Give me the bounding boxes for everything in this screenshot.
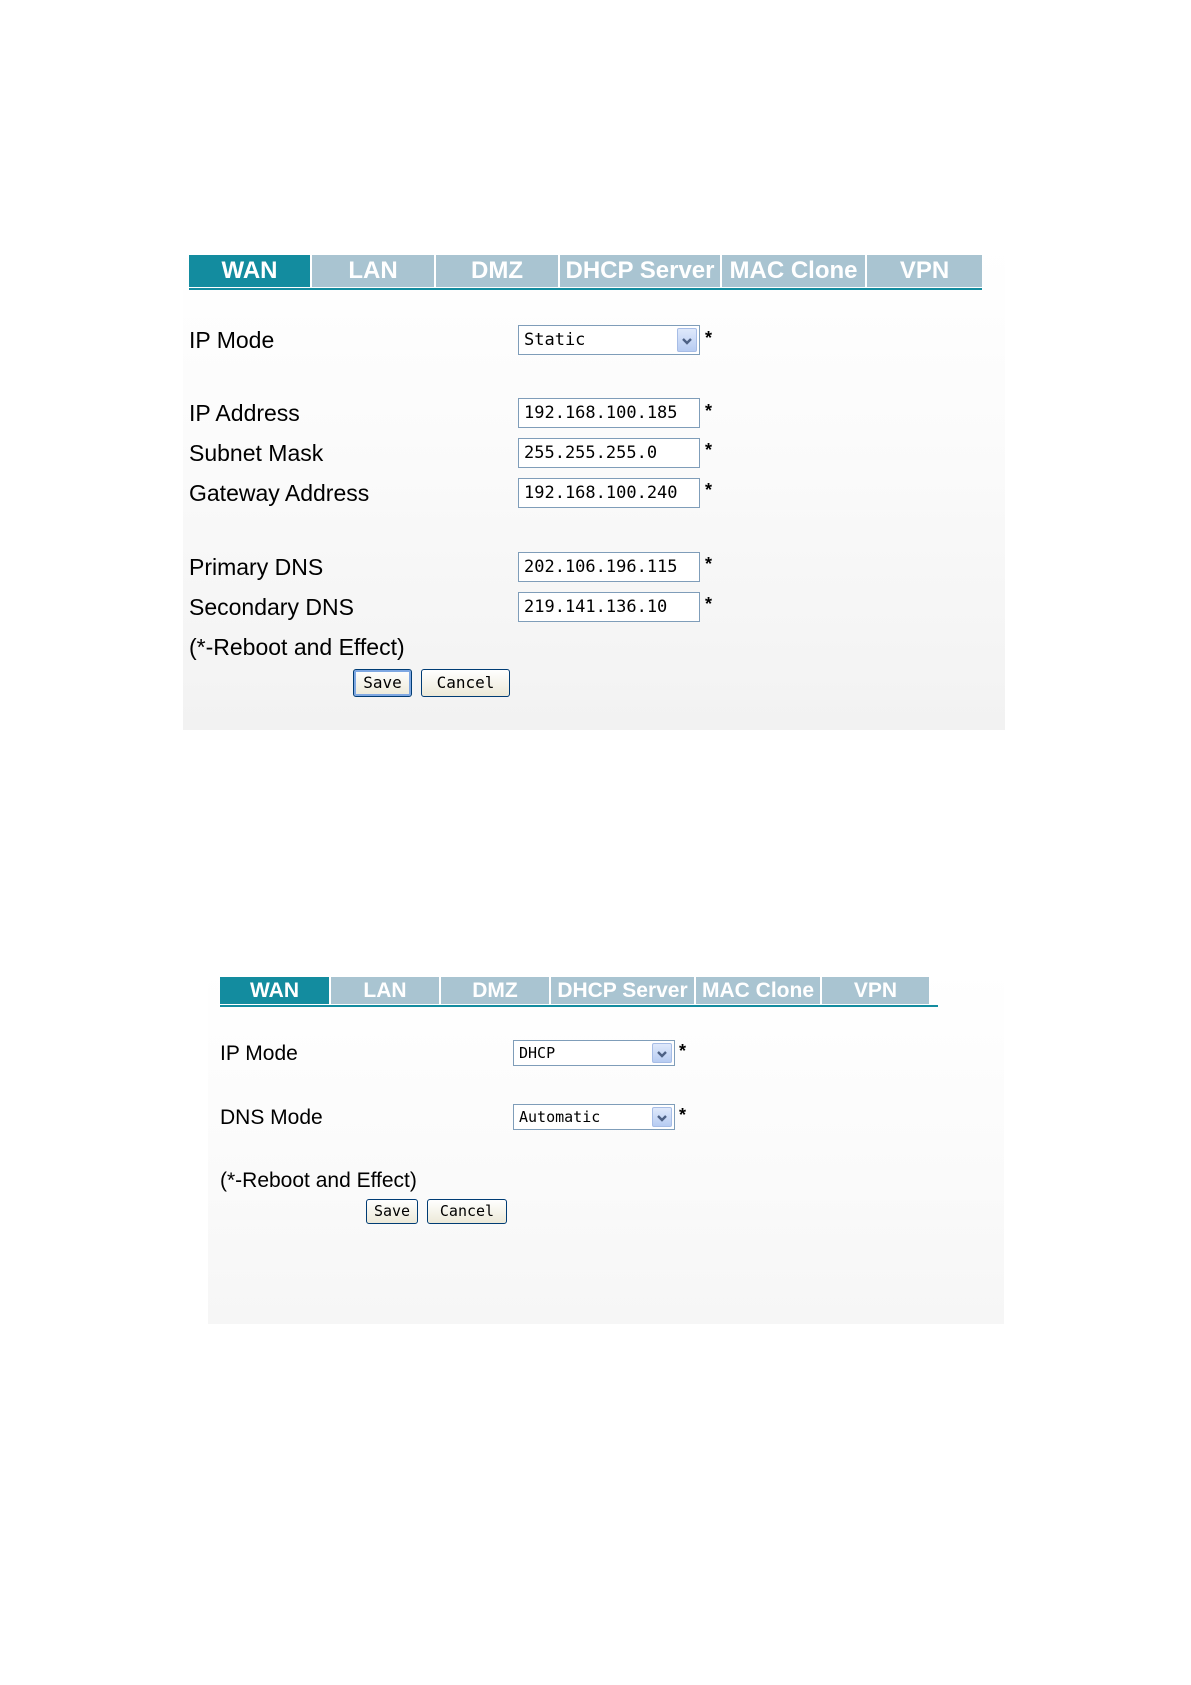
tab-bar [220,977,929,1004]
required-marker: * [705,480,713,500]
tab-vpn[interactable]: VPN [867,255,982,287]
ip-mode-select[interactable] [513,1040,675,1066]
wan-dhcp-panel [208,969,1004,1324]
subnet-mask-label: Subnet Mask [189,440,324,466]
tab-vpn[interactable]: VPN [822,977,929,1004]
tab-dmz[interactable]: DMZ [436,255,560,287]
tab-mac-clone[interactable]: MAC Clone [696,977,822,1004]
dns-mode-label: DNS Mode [220,1106,323,1129]
chevron-down-icon[interactable] [652,1043,672,1063]
required-marker: * [705,554,713,574]
gateway-address-label: Gateway Address [189,480,370,506]
required-marker: * [679,1041,687,1061]
required-marker: * [705,401,713,421]
reboot-note: (*-Reboot and Effect) [189,634,405,660]
ip-mode-value: DHCP [519,1044,556,1062]
tab-wan[interactable]: WAN [189,255,312,287]
save-button[interactable]: Save [353,669,412,697]
ip-address-label: IP Address [189,400,300,426]
subnet-mask-input[interactable]: 255.255.255.0 [518,438,700,468]
tab-dhcp-server[interactable]: DHCP Server [560,255,722,287]
tab-underline [220,1005,938,1007]
dns-mode-select[interactable] [513,1104,675,1130]
tab-underline [189,288,982,290]
required-marker: * [705,594,713,614]
tab-mac-clone[interactable]: MAC Clone [722,255,867,287]
tab-dmz[interactable]: DMZ [441,977,551,1004]
chevron-down-icon[interactable] [677,328,697,352]
wan-static-panel [183,243,1005,730]
tab-lan[interactable]: LAN [331,977,441,1004]
required-marker: * [679,1105,687,1125]
ip-mode-select[interactable] [518,325,700,355]
primary-dns-label: Primary DNS [189,554,324,580]
ip-address-input[interactable]: 192.168.100.185 [518,398,700,428]
tab-bar [189,255,982,287]
ip-mode-label: IP Mode [220,1042,298,1065]
tab-lan[interactable]: LAN [312,255,436,287]
tab-wan[interactable]: WAN [220,977,331,1004]
dns-mode-value: Automatic [519,1108,601,1126]
ip-mode-value: Static [524,330,586,350]
tab-dhcp-server[interactable]: DHCP Server [551,977,696,1004]
gateway-address-input[interactable]: 192.168.100.240 [518,478,700,508]
required-marker: * [705,440,713,460]
ip-mode-label: IP Mode [189,327,275,353]
cancel-button[interactable]: Cancel [427,1199,507,1224]
chevron-down-icon[interactable] [652,1107,672,1127]
cancel-button[interactable]: Cancel [421,669,510,697]
secondary-dns-label: Secondary DNS [189,594,354,620]
save-button[interactable]: Save [366,1199,418,1224]
reboot-note: (*-Reboot and Effect) [220,1169,417,1192]
secondary-dns-input[interactable]: 219.141.136.10 [518,592,700,622]
primary-dns-input[interactable]: 202.106.196.115 [518,552,700,582]
required-marker: * [705,328,713,348]
